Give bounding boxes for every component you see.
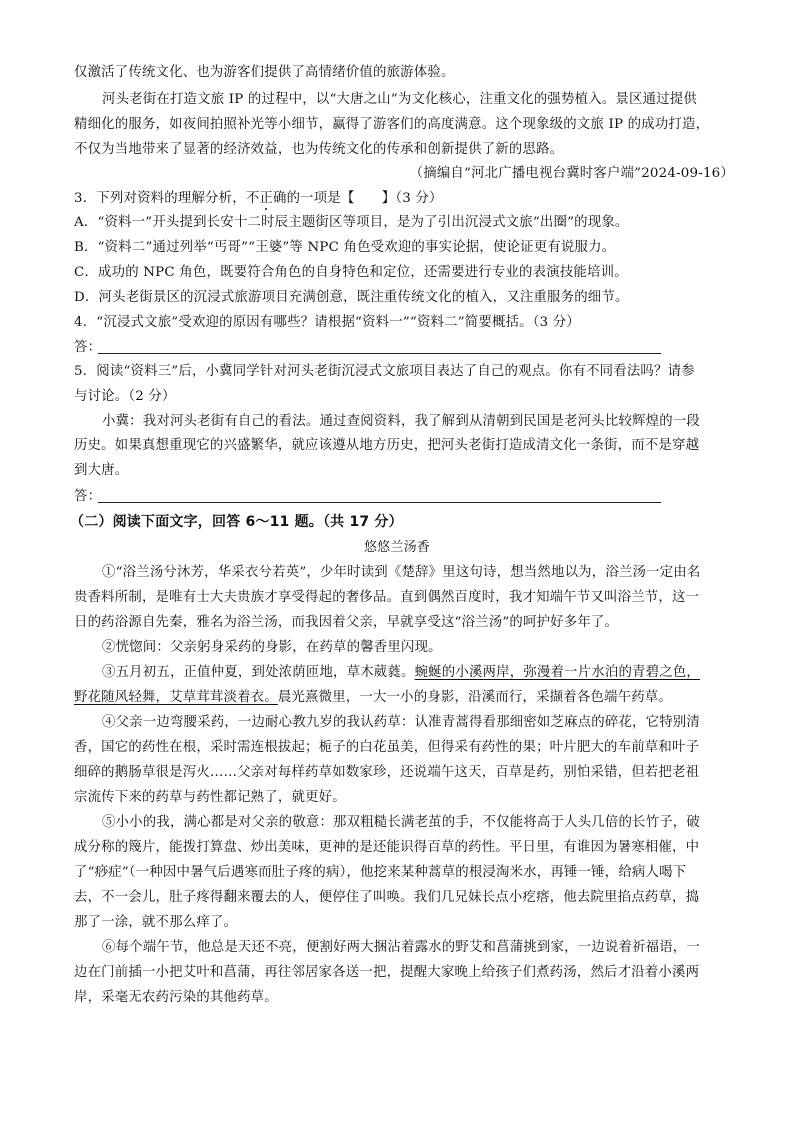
q4-answer-line[interactable] — [98, 353, 661, 354]
q5-quote-line-3: 到大唐。 — [74, 463, 129, 478]
material3-end-line: 仅激活了传统文化、也为游客们提供了高情绪价值的旅游体验。 — [74, 65, 455, 80]
q5-quote-line-1: 小冀：我对河头老街有自己的看法。通过查阅资料，我了解到从清朝到民国是老河头比较辉煌的一段 — [102, 414, 700, 429]
q3-option-d: D．河头老街景区的沉浸式旅游项目充满创意，既注重传统文化的植入，又注重服务的细节。 — [74, 290, 629, 305]
section-2-heading: （二）阅读下面文字，回答 6～11 题。（共 17 分） — [70, 514, 403, 530]
para3-plain-1: ③五月初五，正值仲夏，到处浓荫匝地，草木葳蕤。 — [102, 665, 415, 680]
question-5-line-1: 5．阅读“资料三”后，小冀同学针对河头老街沉浸式文旅项目表达了自己的观点。你有不同看法吗？请参 — [74, 364, 695, 379]
q3-emphasis: 不正确 — [245, 191, 287, 206]
para4-line-1: ④父亲一边弯腰采药，一边耐心教九岁的我认药草：认准青蒿得看那细密如芝麻点的碎花，它特别清 — [102, 715, 700, 730]
material3-p2-line-2: 精细化的服务，如夜间拍照补光等小细节，赢得了游客们的高度满意。这个现象级的文旅 IP 的成功打造， — [74, 117, 710, 132]
source-citation: （摘编自“河北广播电视台冀时客户端”2024-09-16） — [409, 166, 734, 181]
q3-option-a: A．“资料一”开头提到长安十二时辰主题街区等项目，是为了引出沉浸式文旅“出圈”的现象。 — [74, 215, 629, 230]
para3-plain-2: 晨光熹微里，一大一小的身影，沿溪而行，采撷着各色端午药草。 — [277, 690, 672, 705]
para2: ②恍惚间：父亲躬身采药的身影，在药草的馨香里闪现。 — [102, 640, 442, 655]
q3-prefix: 3．下列对资料的理解分析， — [74, 191, 246, 206]
para5-line-5: 那了一涂，就不那么痒了。 — [74, 915, 238, 930]
q3-option-c: C．成功的 NPC 角色，既要符合角色的自身特色和定位，还需要进行专业的表演技能培训。 — [74, 265, 628, 280]
para6-line-2: 边在门前插一小把艾叶和菖蒲，再往邻居家各送一把，提醒大家晚上给孩子们煮药汤，然后才沿着小溪两 — [74, 965, 700, 980]
material3-p2-line-3: 不仅为当地带来了显著的经济效益，也为传统文化的传承和创新提供了新的思路。 — [74, 142, 564, 157]
q3-suffix: 的一项是【 】（3 分） — [286, 191, 443, 206]
para5-line-3: 了“痧症”（一种因中暑气后遇寒而肚子疼的病），他挖来某种蒿草的根浸淘米水，再锤一锤，给病人喝下 — [74, 865, 687, 880]
q5-quote-line-2: 历史。如果真想重现它的兴盛繁华，就应该遵从地方历史，把河头老街打造成清文化一条街，而不是穿越 — [74, 438, 700, 453]
para6-line-3: 岸，采毫无农药污染的其他药草。 — [74, 990, 278, 1005]
para5-line-1: ⑤小小的我，满心都是对父亲的敬意：那双粗糙长满老茧的手，不仅能将高于人头几倍的长竹子，破 — [102, 815, 700, 830]
para1-line-2: 贵香料所制，是唯有士大夫贵族才享受得起的奢侈品。直到偶然百度时，我才知端午节又叫浴兰节，这一 — [74, 590, 700, 605]
question-3 — [74, 190, 724, 208]
para6-line-1: ⑥每个端午节，他总是天还不亮，便割好两大捆沾着露水的野艾和菖蒲挑到家，一边说着祈福语，一 — [102, 940, 700, 955]
para3-underlined-1: 蜿蜒的小溪两岸，弥漫着一片水泊的青碧之色， — [414, 665, 700, 680]
para4-line-2: 香，国它的药性在根，采时需连根拔起；栀子的白花虽美，但得采有药性的果；叶片肥大的车前草和叶子 — [74, 740, 700, 755]
q5-answer-label: 答： — [74, 489, 102, 504]
q4-answer-label: 答： — [74, 340, 102, 355]
para3-underlined-2: 野花随风轻舞，艾草茸茸淡着衣。 — [74, 690, 278, 705]
para5-line-2: 成分称的篾片，能拨打算盘、炒出美味，更神的是还能识得百草的药性。平日里，有谁因为暑寒相催，中 — [74, 840, 700, 855]
material3-p2-line-1: 河头老街在打造文旅 IP 的过程中，以“大唐之山”为文化核心，注重文化的强势植入。景区通过提供 — [102, 92, 697, 107]
para5-line-4: 去，不一会儿，肚子疼得翻来覆去的人，便停住了叫唤。我们几兄妹长点小疙瘩，他去院里掐点药草，捣 — [74, 890, 700, 905]
q3-option-b: B．“资料二”通过列举“丐哥”“王婆”等 NPC 角色受欢迎的事实论据，使论证更有说服力。 — [74, 240, 616, 255]
para3-line-1 — [102, 664, 724, 682]
para4-line-3: 细碎的鹅肠草很是泻火……父亲对每样药草如数家珍，还说端午这天，百草是药，别怕采错，但若把老祖 — [74, 765, 700, 780]
para3-line-2 — [74, 689, 724, 707]
question-4: 4．“沉浸式文旅”受欢迎的原因有哪些？请根据“资料一”“资料二”简要概括。（3 分） — [74, 315, 580, 330]
para1-line-3: 日的药浴源自先秦，雅名为浴兰汤，而我因着父亲，早就享受这“浴兰汤”的呵护好多年了。 — [74, 615, 619, 630]
para1-line-1: ①“浴兰汤兮沐芳，华采衣兮若英”，少年时读到《楚辞》里这句诗，想当然地以为，浴兰汤一定由名 — [102, 565, 701, 580]
essay-title: 悠悠兰汤香 — [363, 540, 430, 555]
q5-answer-line[interactable] — [98, 502, 661, 503]
question-5-line-2: 与讨论。（2 分） — [74, 389, 176, 404]
para4-line-4: 宗流传下来的药草与药性都记熟了，就更好。 — [74, 790, 346, 805]
